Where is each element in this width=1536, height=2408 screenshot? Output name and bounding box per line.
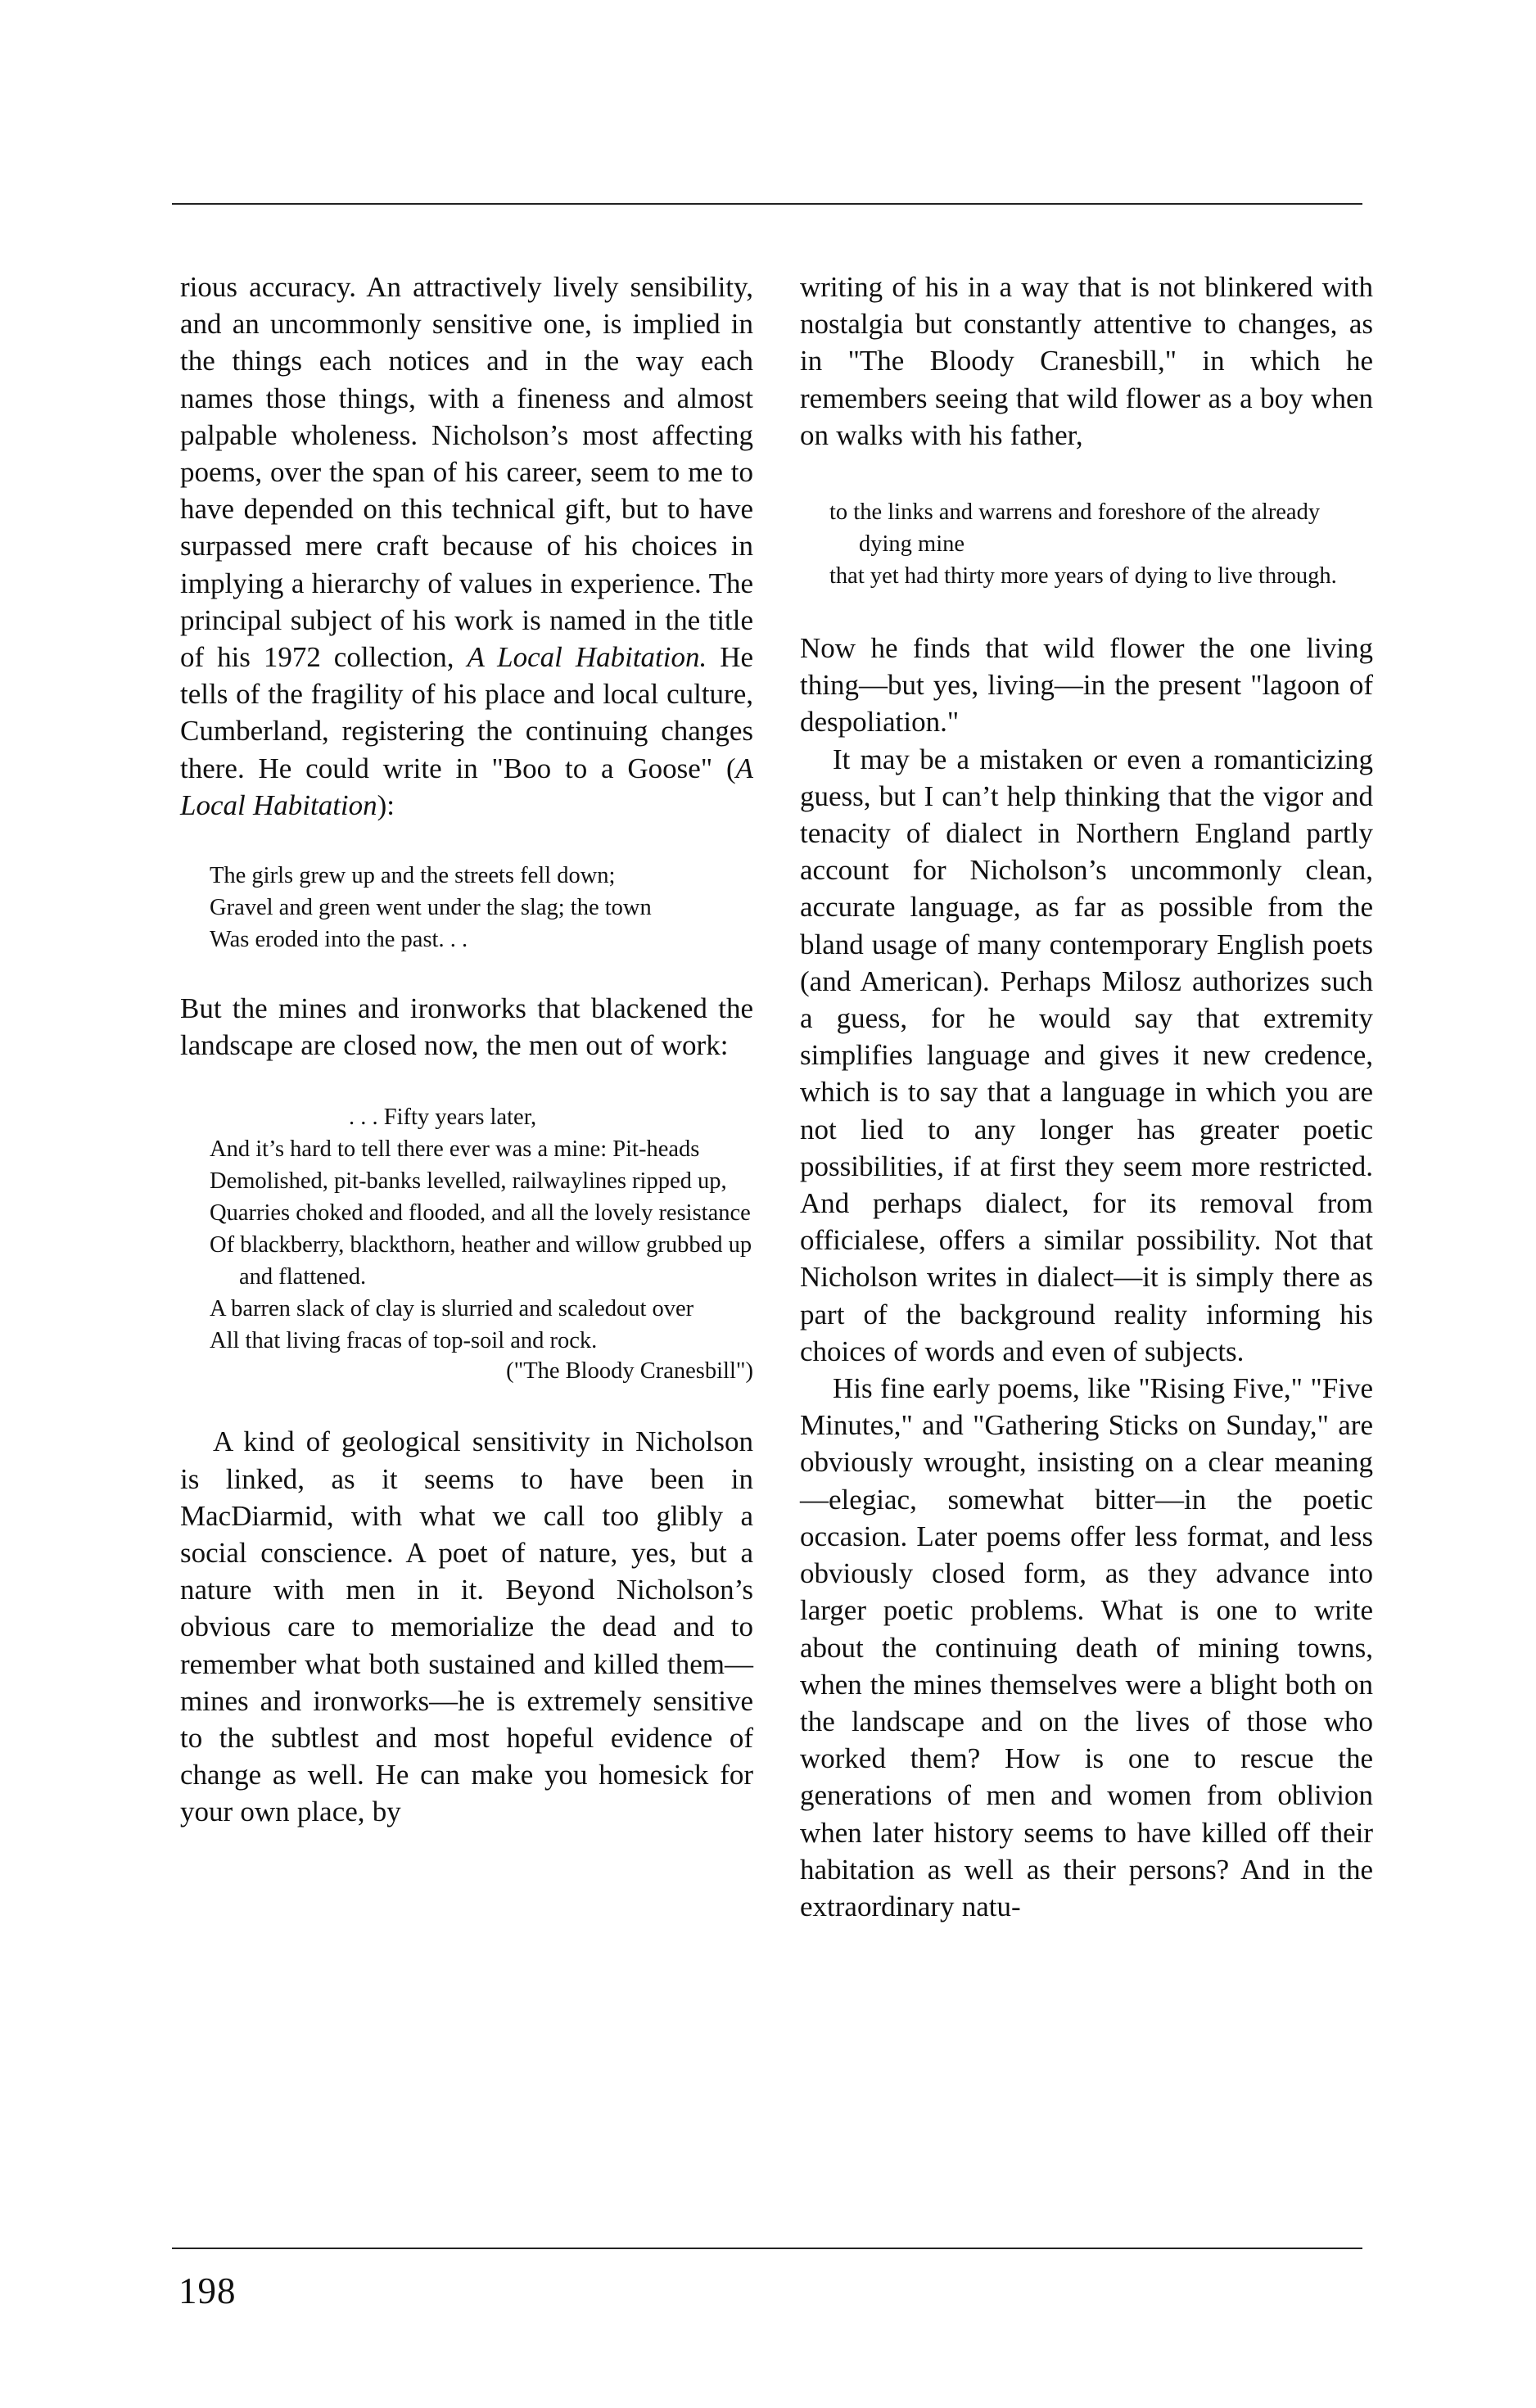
poem-line: And it’s hard to tell there ever was a mine: Pit-heads <box>210 1136 700 1163</box>
left-paragraph-3: A kind of geological sensitivity in Nicholson is linked, as it seems to have been in MacDiarmid, with what we call too glibly a social conscience. A poet of nature, yes, but a nature with men in it. Beyond Nicholson’s obvious care to memorialize the dead and to remember what both sustained and killed them—mines and ironworks—he is extremely sensitive to the subtlest and most hopeful evidence of change as well. He can make you homesick for your own place, by <box>180 1425 753 1828</box>
right-paragraph-4: His fine early poems, like "Rising Five," "Five Minutes," and "Gathering Sticks on Sunday," are obviously wrought, insisting on a clear meaning—elegiac, somewhat bitter—in the poetic occasion. Later poems offer less format, and less obviously closed form, as they advance into larger poetic problems. What is one to write about the continuing death of mining towns, when the mines themselves were a blight both on the landscape and on the lives of those who worked them? How is one to rescue the generations of men and women from oblivion when later history seems to have killed off their habitation as well as their persons? And in the extraordinary natu- <box>800 1372 1373 1922</box>
poem-line: Of blackberry, blackthorn, heather and willow grubbed up and flattened. <box>210 1232 752 1290</box>
poem-boo-to-a-goose <box>180 860 753 956</box>
book-title-local-habitation-2: A Local Habitation <box>180 752 753 821</box>
right-paragraph-1: writing of his in a way that is not blinkered with nostalgia but constantly attentive to changes, as in "The Bloody Cranesbill," in which he remembers seeing that wild flower as a boy when on walks with his father, <box>800 271 1373 451</box>
poem-line: The girls grew up and the streets fell down; <box>210 863 616 889</box>
left-paragraph-2: But the mines and ironworks that blackened the landscape are closed now, the men out of work: <box>180 992 753 1062</box>
poem-excerpt-links-and-warrens <box>800 496 1373 592</box>
right-paragraph-3: It may be a mistaken or even a romanticizing guess, but I can’t help thinking that the vigor and tenacity of dialect in Northern England partly account for Nicholson’s uncommonly clean, accurate language, as far as possible from the bland usage of many contemporary English poets (and American). Perhaps Milosz authorizes such a guess, for he would say that extremity simplifies language and gives it new credence, which is to say that a language in which you are not lied to any longer has greater poetic possibilities, if at first they seem more restricted. And perhaps dialect, for its removal from officialese, offers a similar possibility. Not that Nicholson writes in dialect—it is simply there as part of the background reality informing his choices of words and even of subjects. <box>800 743 1373 1367</box>
poem-line: Was eroded into the past. . . <box>210 927 468 953</box>
poem-attribution: ("The Bloody Cranesbill") <box>506 1358 753 1385</box>
poem-line: All that living fracas of top-soil and rock. <box>210 1328 598 1354</box>
poem-line: A barren slack of clay is slurried and scaledout over <box>210 1296 694 1322</box>
left-column <box>180 269 753 1831</box>
header-rule <box>172 203 1362 205</box>
page-number: 198 <box>178 2270 237 2311</box>
footer-rule <box>172 2248 1362 2249</box>
right-column <box>800 269 1373 1925</box>
poem-line: Quarries choked and flooded, and all the lovely resistance <box>210 1200 751 1227</box>
poem-line: . . . Fifty years later, <box>349 1105 537 1131</box>
left-paragraph-1: rious accuracy. An attractively lively sensibility, and an uncommonly sensitive one, is implied in the things each notices and in the way each names those things, with a fineness and almost palpable wholeness. Nicholson’s most affecting poems, over the span of his career, seem to me to have depended on this technical gift, but to have surpassed mere craft because of his choices in implying a hierarchy of values in experience. The principal subject of his work is named in the title of his 1972 collection, A Local Habitation. He tells of the fragility of his place and local culture, Cumberland, registering the continuing changes there. He could write in "Boo to a Goose" (A Local Habitation): <box>180 271 753 821</box>
poem-line: to the links and warrens and foreshore of the already dying mine <box>829 499 1321 558</box>
poem-line: Gravel and green went under the slag; the town <box>210 895 652 921</box>
poem-line: Demolished, pit-banks levelled, railwaylines ripped up, <box>210 1168 727 1195</box>
poem-bloody-cranesbill <box>180 1101 753 1387</box>
right-paragraph-2: Now he finds that wild flower the one living thing—but yes, living—in the present "lagoon of despoliation." <box>800 632 1373 739</box>
book-title-local-habitation: A Local Habitation. <box>467 641 707 674</box>
poem-line: that yet had thirty more years of dying to live through. <box>829 563 1337 590</box>
